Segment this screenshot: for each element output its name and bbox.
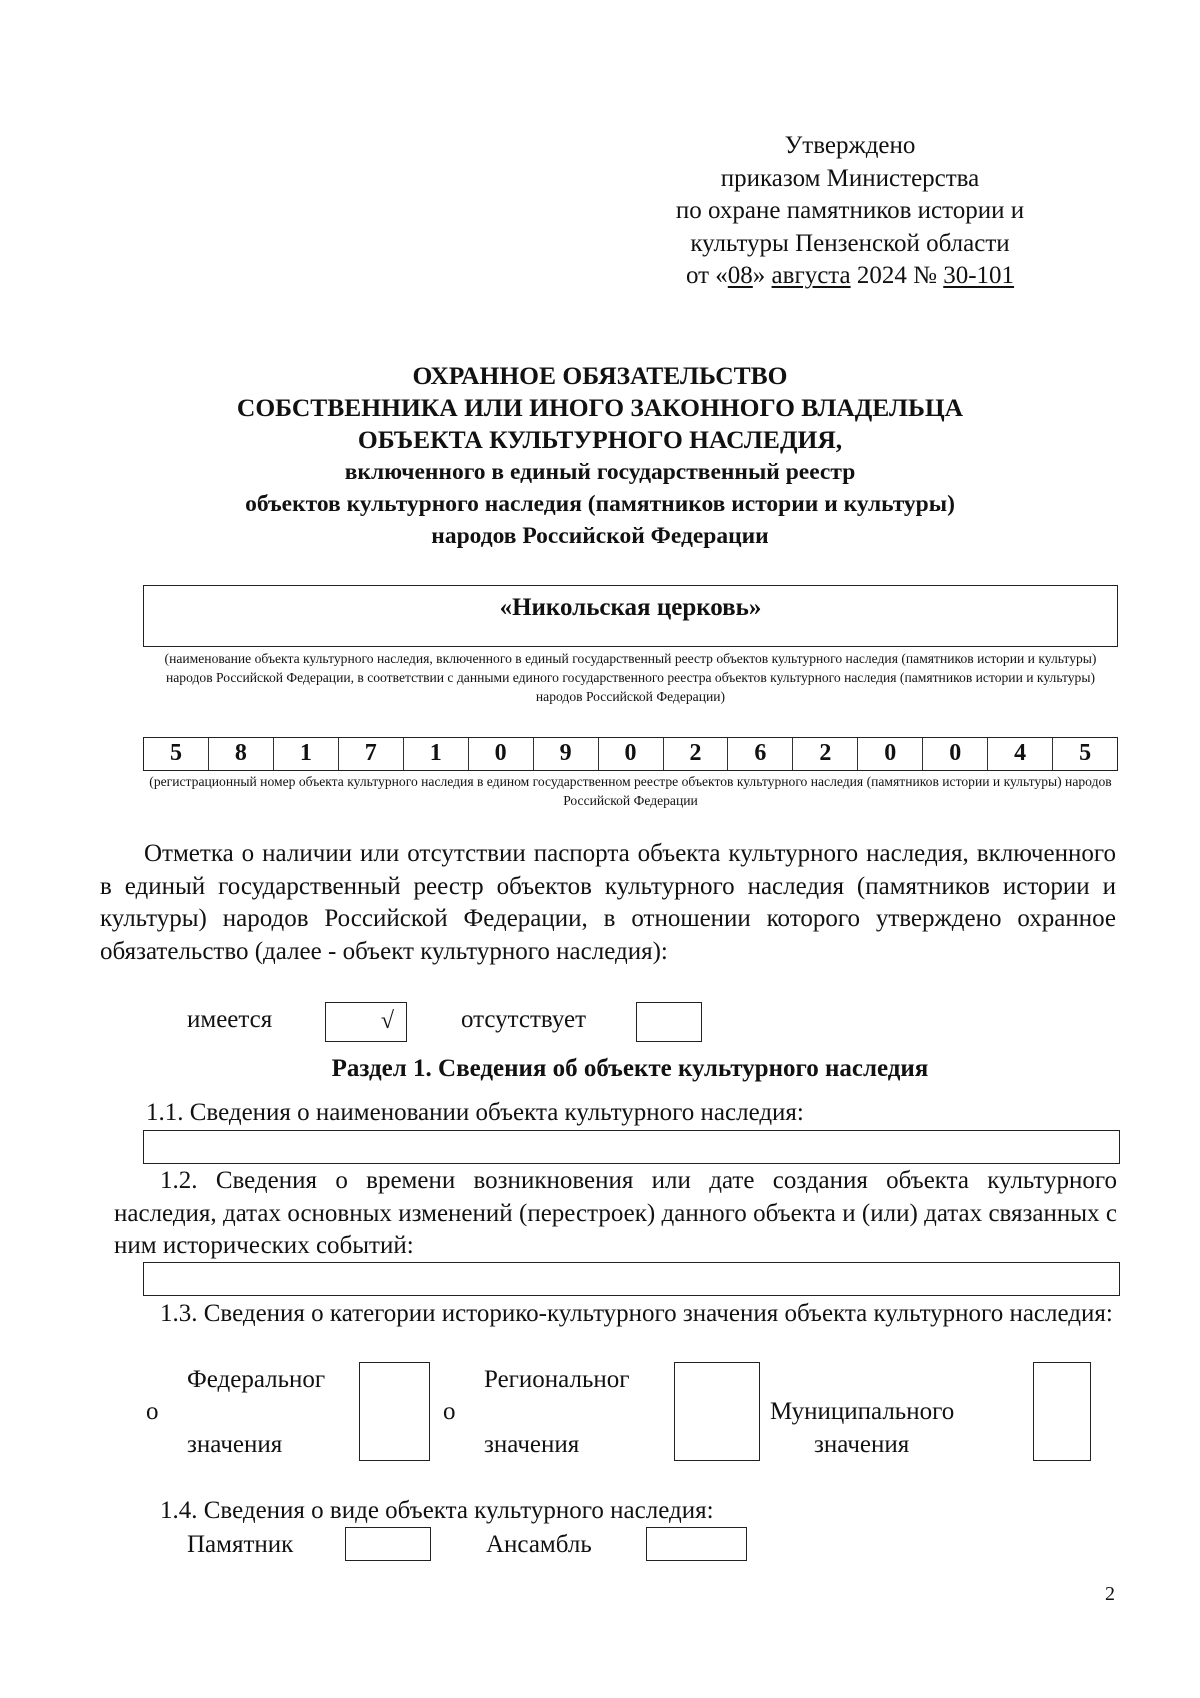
reg-digit: 0 (923, 738, 988, 770)
reg-digit: 0 (858, 738, 923, 770)
type-ensemble-label: Ансамбль (486, 1531, 592, 1558)
object-name-caption: (наименование объекта культурного наследия, включенного в единый государственный реестр объектов культурного наследия (памятников истории и культуры) народов Российской Федерации, в соответствии с данными единого государственного реестра объектов культурного наследия (памятников истории и культуры) народов Российской Федерации) (164, 651, 1097, 704)
passport-paragraph: Отметка о наличии или отсутствии паспорта объекта культурного наследия, включенного в единый государственный реестр объектов культурного наследия (памятников истории и культуры) народов Российской Федерации, в отношении которого утверждено охранное обязательство (далее - объект культурного наследия): (100, 840, 1116, 965)
section-1-title: Раздел 1. Сведения об объекте культурного наследия (331, 1055, 929, 1082)
approval-line: Утверждено (784, 132, 916, 159)
date-prefix: от « (685, 262, 728, 289)
municipal-label-top: Муниципального (770, 1398, 955, 1425)
regional-label-o: о (443, 1398, 456, 1425)
type-monument-label: Памятник (187, 1531, 294, 1558)
title-line: ОБЪЕКТА КУЛЬТУРНОГО НАСЛЕДИЯ, (357, 425, 843, 454)
reg-digit: 5 (1079, 740, 1092, 766)
document-title (100, 360, 1100, 552)
federal-label-top: Федеральног (187, 1366, 326, 1393)
approval-line: приказом Министерства (720, 164, 980, 192)
reg-digit: 8 (209, 738, 274, 770)
approval-line: культуры Пензенской области (690, 229, 1010, 257)
title-line: включенного в единый государственный реестр (344, 459, 856, 485)
item-1-2-label: 1.2. Сведения о времени возникновения или дате создания объекта культурного наследия, датах основных изменений (перестроек) данного объекта и (или) датах связанных с ним исторических событий: (114, 1167, 1117, 1260)
approval-block (640, 130, 1060, 293)
federal-checkbox[interactable] (359, 1362, 430, 1461)
title-line: объектов культурного наследия (памятников истории и культуры) (245, 491, 955, 517)
item-1-1-label: 1.1. Сведения о наименовании объекта культурного наследия: (146, 1099, 804, 1126)
approval-date-line (640, 260, 1060, 293)
order-year: 2024 № (850, 262, 944, 289)
reg-digit: 2 (664, 738, 729, 770)
reg-digit: 6 (728, 738, 793, 770)
approval-line: по охране памятников истории и (675, 197, 1025, 224)
type-monument-checkbox[interactable] (345, 1527, 431, 1561)
reg-digit: 1 (404, 738, 469, 770)
federal-label-bottom: значения (187, 1431, 283, 1458)
reg-digit: 1 (274, 738, 339, 770)
item-1-4-label: 1.4. Сведения о виде объекта культурного наследия: (160, 1497, 714, 1524)
title-line: СОБСТВЕННИКА ИЛИ ИНОГО ЗАКОННОГО ВЛАДЕЛЬЦА (236, 393, 964, 422)
reg-digit: 0 (469, 738, 534, 770)
registration-number-caption: (регистрационный номер объекта культурного наследия в едином государственном реестре объектов культурного наследия (памятников истории и культуры) народов Российской Федерации (149, 774, 1112, 808)
item-1-2-field[interactable] (143, 1262, 1120, 1296)
reg-digit: 5 (144, 738, 209, 770)
municipal-checkbox[interactable] (1033, 1362, 1091, 1461)
object-name-field[interactable]: «Никольская церковь» (143, 585, 1118, 647)
passport-absent-label: отсутствует (461, 1006, 587, 1033)
item-1-3-label: 1.3. Сведения о категории историко-культурного значения объекта культурного наследия: (160, 1300, 1113, 1327)
passport-present-checkbox[interactable]: √ (325, 1002, 407, 1042)
type-ensemble-checkbox[interactable] (646, 1527, 747, 1561)
municipal-label-bottom: значения (814, 1431, 910, 1458)
passport-absent-checkbox[interactable] (636, 1002, 702, 1042)
title-line: ОХРАННОЕ ОБЯЗАТЕЛЬСТВО (412, 361, 788, 390)
page-number: 2 (1105, 1583, 1115, 1605)
reg-digit: 4 (988, 738, 1053, 770)
reg-digit: 0 (599, 738, 664, 770)
order-number: 30-101 (943, 262, 1015, 289)
order-day: 08 (727, 262, 753, 289)
registration-number-field[interactable] (143, 737, 1118, 771)
reg-digit: 2 (793, 738, 858, 770)
reg-digit: 7 (339, 738, 404, 770)
date-mid: » (752, 262, 772, 289)
passport-present-label: имеется (187, 1006, 273, 1033)
reg-digit: 9 (534, 738, 599, 770)
title-line: народов Российской Федерации (431, 523, 769, 549)
federal-label-o: о (146, 1398, 159, 1425)
item-1-1-field[interactable] (143, 1130, 1120, 1164)
regional-label-bottom: значения (484, 1431, 580, 1458)
regional-label-top: Региональног (484, 1366, 630, 1393)
regional-checkbox[interactable] (674, 1362, 760, 1461)
order-month: августа (771, 262, 851, 289)
